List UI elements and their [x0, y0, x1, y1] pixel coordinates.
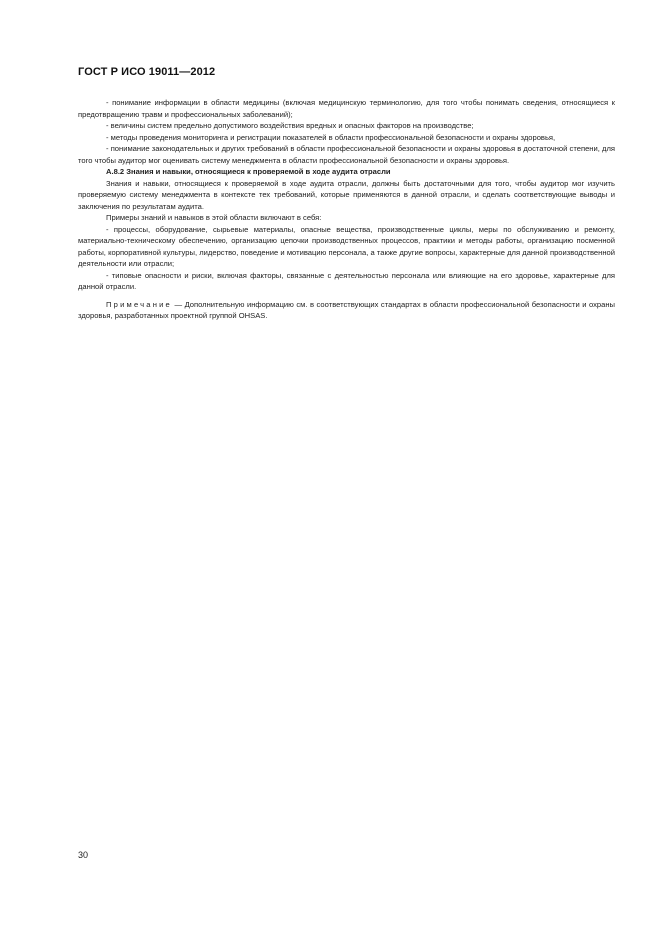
page-number: 30 [78, 850, 89, 860]
section-heading-a82: А.8.2 Знания и навыки, относящиеся к проверяемой в ходе аудита отрасли [106, 167, 391, 176]
list-item-hazards: - типовые опасности и риски, включая факторы, связанные с деятельностью персонала или влияющие на его здоровье, характерные для данной отрасли. [78, 270, 615, 291]
list-item-exposure-limits: - величины систем предельно допустимого воздействия вредных и опасных факторов на производстве; [106, 121, 474, 130]
list-item-monitoring: - методы проведения мониторинга и регистрации показателей в области профессиональной безопасности и охраны здоровья, [106, 132, 556, 142]
list-item-processes: - процессы, оборудование, сырьевые материалы, опасные вещества, производственные циклы, меры по обслуживанию и ремонту, материально-техническому обеспечению, организацию цепочки производственных процессов, практики и методы работы, организацию посменной работы, корпоративной культуры, лидерство, поведение и мотивацию персонала, а также другие вопросы, характерные для данной производственной деятельности или отрасли; [78, 224, 615, 268]
note-paragraph [78, 299, 615, 322]
note-text: — Дополнительную информацию см. в соответствующих стандартах в области профессиональной безопасности и охраны здоровья, разработанных проектной группой OHSAS. [78, 299, 615, 320]
paragraph-sector-knowledge: Знания и навыки, относящиеся к проверяемой в ходе аудита отрасли, должны быть достаточными для того, чтобы аудитор мог изучить проверяемую систему менеджмента в контексте тех требований, которые применяются в данной отрасли, и сделать соответствующие выводы и заключения по результатам аудита. [78, 178, 615, 211]
list-item-medicine: - понимание информации в области медицины (включая медицинскую терминологию, для того чтобы понимать сведения, относящиеся к предотвращению травм и профессиональных заболеваний); [78, 98, 615, 119]
paragraph-examples-intro: Примеры знаний и навыков в этой области включают в себя: [106, 213, 322, 222]
list-item-legislation: - понимание законодательных и других требований в области профессиональной безопасности и охраны здоровья в достаточной степени, для того чтобы аудитор мог оценивать систему менеджмента в области профессиональной безопасности и охраны здоровья. [78, 144, 615, 165]
note-label: Примечание [106, 299, 172, 309]
document-header: ГОСТ Р ИСО 19011—2012 [78, 66, 216, 78]
document-body [78, 97, 615, 322]
